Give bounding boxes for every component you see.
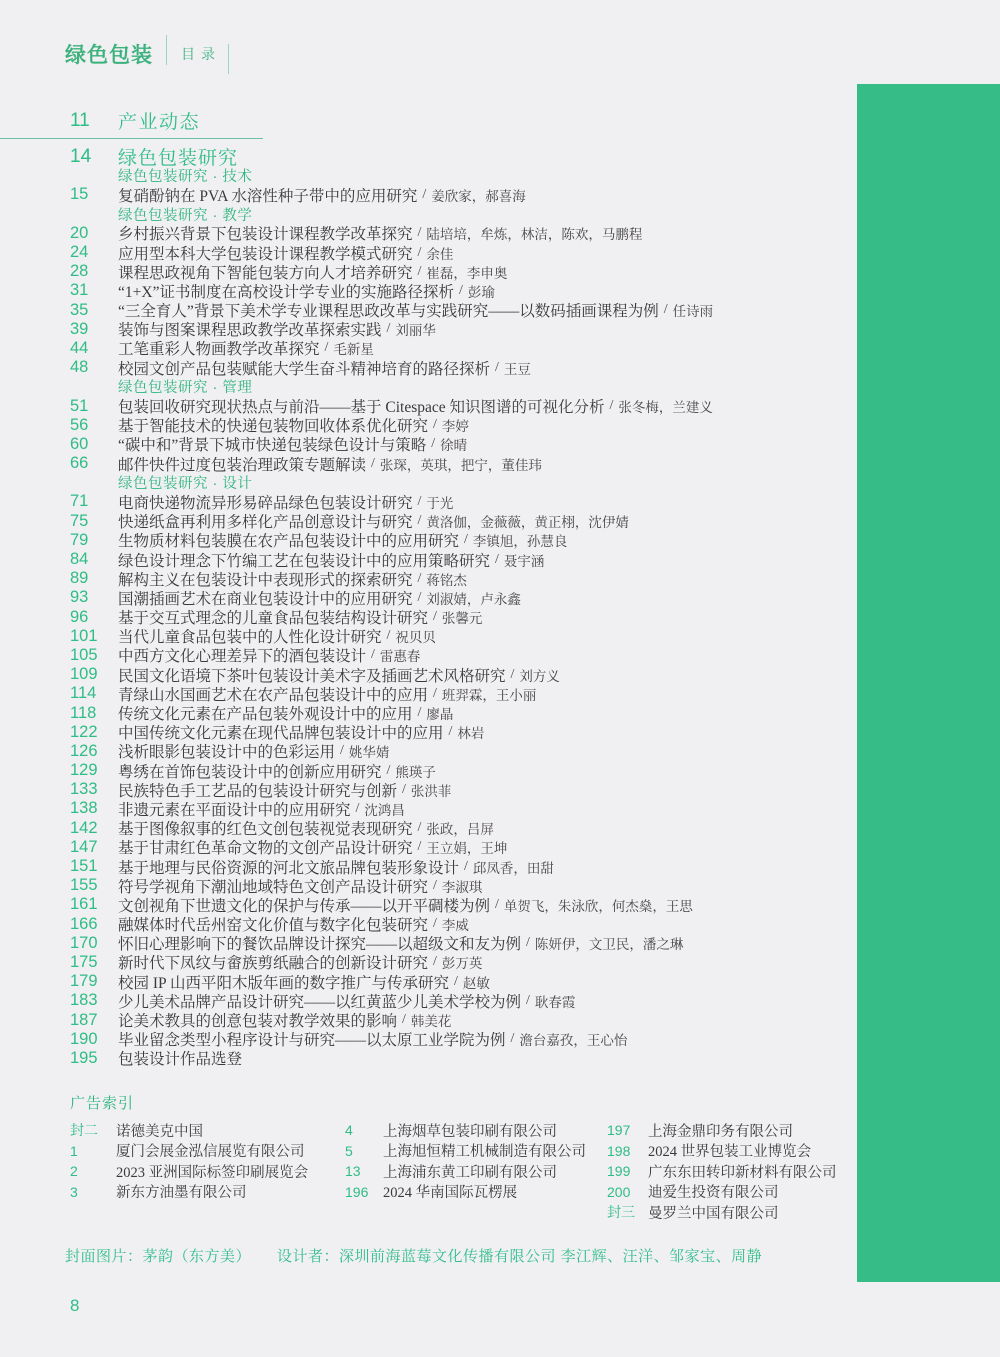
toc-entry-authors: 单贺飞，朱泳欣，何杰燊，王思 — [503, 898, 693, 914]
ad-index-entry — [70, 1182, 308, 1203]
toc-entry-title: 文创视角下世遗文化的保护与传承——以开平碉楼为例 — [118, 897, 491, 915]
toc-entry-separator: / — [422, 186, 427, 202]
toc-entry-authors: 李淑琪 — [441, 879, 483, 895]
toc-entry — [70, 396, 860, 415]
toc-entry-authors: 彭万英 — [441, 956, 483, 972]
toc-entry — [70, 492, 860, 511]
toc-entry-title: 邮件快件过度包装治理政策专题解读 — [118, 456, 367, 474]
toc-entry-separator: / — [417, 705, 422, 721]
toc-entry-page-number: 166 — [70, 914, 98, 933]
toc-entry-title: 怀旧心理影响下的餐饮品牌设计探究——以超级文和友为例 — [118, 936, 522, 954]
toc-entry-separator: / — [464, 858, 468, 874]
toc-entry-authors: 黄洛伽，金薇薇，黄正栩，沈伊婧 — [426, 515, 629, 531]
toc-entry — [70, 934, 860, 953]
toc-entry — [70, 1049, 860, 1068]
toc-entry-title: 解构主义在包装设计中表现形式的探索研究 — [118, 571, 413, 589]
ad-entry-page-number: 2 — [70, 1163, 78, 1180]
ad-entry-company-name: 2023 亚洲国际标签印刷展览会 — [116, 1164, 309, 1181]
toc-entry-title: 装饰与图案课程思政教学改革探索实践 — [118, 322, 382, 340]
toc-entry-authors: 张琛，英琪，把宁，董佳玮 — [379, 457, 542, 473]
toc-entry-separator: / — [433, 916, 437, 932]
toc-entry-page-number: 155 — [70, 876, 98, 895]
toc-entry-title: 粤绣在首饰包装设计中的创新应用研究 — [118, 763, 382, 781]
toc-entry-authors: 祝贝贝 — [395, 630, 436, 646]
toc-entry-title: “碳中和”背景下城市快递包装绿色设计与策略 — [118, 437, 427, 455]
toc-entry — [70, 1030, 860, 1049]
toc-entry-page-number: 183 — [70, 991, 98, 1010]
toc-entry-title: 应用型本科大学包装设计课程教学模式研究 — [118, 245, 413, 263]
toc-entry-authors: 雷惠春 — [379, 649, 421, 665]
toc-entry-authors: 班羿霖，王小丽 — [441, 687, 537, 703]
toc-entry — [70, 665, 860, 684]
ad-index-entry — [345, 1182, 586, 1203]
ad-entry-company-name: 厦门会展金泓信展览有限公司 — [116, 1144, 305, 1161]
ad-index-entry — [607, 1120, 837, 1141]
toc-entry-separator: / — [417, 225, 422, 241]
toc-subsection — [70, 473, 860, 492]
toc-entry-authors: 熊瑛子 — [395, 764, 436, 780]
ad-index-entry — [70, 1120, 308, 1141]
toc-entry-page-number: 142 — [70, 818, 98, 837]
toc-subsection — [70, 377, 860, 396]
toc-entry-page-number: 84 — [70, 550, 89, 569]
toc-entry-page-number: 35 — [70, 300, 89, 319]
toc-entry-separator: / — [417, 263, 422, 279]
decorative-green-panel — [857, 84, 1000, 1282]
toc-entry-page-number: 56 — [70, 415, 89, 434]
ad-entry-page-number: 13 — [345, 1163, 361, 1180]
toc-section-industry-news — [70, 107, 200, 134]
page-number: 8 — [70, 1296, 80, 1315]
toc-entry-title: 生物质材料包装膜在农产品包装设计中的应用研究 — [118, 533, 460, 551]
toc-entry — [70, 588, 860, 607]
toc-entry-authors: 刘方义 — [519, 668, 560, 684]
toc-entry-separator: / — [417, 589, 422, 605]
toc-section — [70, 145, 860, 170]
toc-entry-title: 工笔重彩人物画教学改革探究 — [118, 341, 320, 359]
ad-entry-company-name: 2024 世界包装工业博览会 — [648, 1144, 812, 1161]
toc-entry-separator: / — [433, 954, 437, 970]
toc-entry-authors: 余佳 — [426, 246, 454, 262]
designer-credit: 设计者：深圳前海蓝莓文化传播有限公司 李江辉、汪洋、邹家宝、周静 — [277, 1248, 763, 1265]
toc-entry-page-number: 138 — [70, 799, 98, 818]
magazine-logo: 绿色包装 — [65, 44, 153, 67]
toc-section-title: 产业动态 — [118, 112, 201, 133]
toc-entry-page-number: 129 — [70, 761, 98, 780]
toc-entry-separator: / — [458, 282, 463, 298]
toc-entry-authors: 李威 — [441, 918, 469, 934]
toc-entry-title: 基于甘肃红色革命文物的文创产品设计研究 — [118, 840, 413, 858]
ad-entry-page-number: 封二 — [70, 1122, 98, 1139]
toc-entry-separator: / — [340, 743, 344, 759]
toc-entry-authors: 张洪菲 — [410, 783, 452, 799]
toc-entry-page-number: 190 — [70, 1029, 98, 1048]
toc-entry-separator: / — [433, 417, 437, 433]
toc-entry — [70, 723, 860, 742]
toc-entry — [70, 915, 860, 934]
toc-entry-authors: 徐晴 — [440, 438, 468, 454]
page-title: 目录 — [181, 46, 221, 62]
toc-entry-authors: 姜欣家，郝喜海 — [431, 188, 526, 204]
toc-entry-authors: 李婷 — [441, 419, 469, 435]
toc-entry-page-number: 101 — [70, 626, 98, 645]
toc-entry-page-number: 31 — [70, 281, 89, 300]
toc-entry — [70, 857, 860, 876]
toc-entry-title: 符号学视角下潮汕地域特色文创产品设计研究 — [118, 878, 429, 896]
toc-entry — [70, 703, 860, 722]
toc-entry-page-number: 48 — [70, 358, 89, 377]
toc-entry-separator: / — [464, 532, 468, 548]
toc-entry-separator: / — [433, 685, 437, 701]
toc-entry-title: 校园 IP 山西平阳木版年画的数字推广与传承研究 — [118, 974, 449, 992]
toc-entry-separator: / — [386, 628, 391, 644]
toc-entry — [70, 819, 860, 838]
credits-footer — [65, 1245, 762, 1266]
toc-entry-title: 快递纸盒再利用多样化产品创意设计与研究 — [118, 514, 413, 532]
toc-entry-title: 电商快递物流异形易碎品绿色包装设计研究 — [118, 494, 413, 512]
toc-entry-separator: / — [433, 877, 437, 893]
toc-entry-title: 包装设计作品选登 — [118, 1051, 243, 1069]
toc-entry-separator: / — [510, 1031, 515, 1047]
toc-entry-page-number: 151 — [70, 857, 98, 876]
toc-entry — [70, 320, 860, 339]
toc-entry-separator: / — [510, 666, 515, 682]
ad-entry-company-name: 迪爱生投资有限公司 — [648, 1185, 779, 1202]
ad-entry-page-number: 5 — [345, 1142, 353, 1159]
toc-entry — [70, 224, 860, 243]
toc-entry-separator: / — [402, 781, 406, 797]
toc-entry-page-number: 75 — [70, 511, 89, 530]
toc-entry-page-number: 79 — [70, 530, 89, 549]
toc-entry-title: 基于图像叙事的红色文创包装视觉表现研究 — [118, 821, 413, 839]
ad-entry-page-number: 200 — [607, 1183, 631, 1200]
toc-entry-separator: / — [417, 513, 422, 529]
toc-entry-title: 包装回收研究现状热点与前沿——基于 Citespace 知识图谱的可视化分析 — [118, 399, 605, 417]
toc-entry-title: 基于地理与民俗资源的河北文旅品牌包装形象设计 — [118, 859, 460, 877]
toc-entry-title: 少儿美术品牌产品设计研究——以红黄蓝少儿美术学校为例 — [118, 993, 522, 1011]
ad-entry-page-number: 4 — [345, 1122, 353, 1139]
toc-entry-page-number: 14 — [70, 145, 92, 167]
toc-entry-title: 浅析眼影包装设计中的色彩运用 — [118, 744, 336, 762]
toc-entry-authors: 王豆 — [503, 361, 531, 377]
toc-entry-authors: 彭瑜 — [467, 284, 495, 300]
toc-entry-title: 中西方文化心理差异下的酒包装设计 — [118, 648, 367, 666]
toc-entry-title: 复硝酚钠在 PVA 水溶性种子带中的应用研究 — [118, 187, 418, 205]
toc-entry-title: 当代儿童食品包装中的人性化设计研究 — [118, 629, 382, 647]
toc-entry-separator: / — [453, 973, 458, 989]
toc-entry-authors: 崔磊，李申奥 — [426, 265, 508, 281]
ad-entry-page-number: 1 — [70, 1142, 78, 1159]
toc-entry — [70, 358, 860, 377]
toc-entry-title: 民族特色手工艺品的包装设计研究与创新 — [118, 782, 398, 800]
toc-entry-page-number: 187 — [70, 1010, 98, 1029]
toc-entry-page-number: 133 — [70, 780, 98, 799]
toc-entry-page-number: 109 — [70, 665, 98, 684]
toc-entry — [70, 262, 860, 281]
toc-entry-authors: 任诗雨 — [672, 304, 714, 320]
toc-entry-authors: 沈鸿昌 — [364, 802, 405, 818]
toc-entry-authors: 蒋铭杰 — [426, 572, 467, 588]
toc-entry-authors: 澹台嘉孜，王心怡 — [519, 1033, 628, 1049]
toc-entry-title: 新时代下凤纹与畲族剪纸融合的创新设计研究 — [118, 955, 429, 973]
toc-entry-title: 校园文创产品包装赋能大学生奋斗精神培育的路径探析 — [118, 360, 491, 378]
toc-entry-title: 绿色包装研究 — [118, 148, 239, 170]
ad-index-entry — [607, 1141, 837, 1162]
ad-entry-page-number: 封三 — [607, 1204, 635, 1221]
toc-entry — [70, 243, 860, 262]
toc-entry-separator: / — [495, 551, 499, 567]
toc-entry-separator: / — [526, 992, 530, 1008]
toc-entry-authors: 王立娟，王坤 — [426, 841, 508, 857]
toc-entry-authors: 张政，吕屏 — [426, 822, 494, 838]
toc-section-number: 11 — [70, 109, 90, 131]
toc-entry-authors: 邱凤香，田甜 — [472, 860, 554, 876]
toc-entry-title: 传统文化元素在产品包装外观设计中的应用 — [118, 706, 413, 724]
ad-index-entry — [70, 1161, 308, 1182]
toc-entry-title: 基于智能技术的快递包装物回收体系优化研究 — [118, 418, 429, 436]
toc-entry-authors: 于光 — [426, 495, 454, 511]
toc-entry — [70, 895, 860, 914]
toc-entry — [70, 608, 860, 627]
toc-subsection-label: 绿色包装研究 · 技术 — [118, 169, 253, 186]
toc-entry-title: 基于交互式理念的儿童食品包装结构设计研究 — [118, 610, 429, 628]
section-divider-line — [0, 138, 263, 139]
toc-entry-separator: / — [431, 436, 436, 452]
ad-entry-company-name: 上海浦东黄工印刷有限公司 — [383, 1164, 557, 1181]
toc-entry-title: 国潮插画艺术在商业包装设计中的应用研究 — [118, 590, 413, 608]
toc-entry-title: 绿色设计理念下竹编工艺在包装设计中的应用策略研究 — [118, 552, 491, 570]
ad-entry-company-name: 上海烟草包装印刷有限公司 — [383, 1123, 557, 1140]
header-divider-left — [166, 35, 167, 65]
toc-entry-page-number: 195 — [70, 1048, 98, 1067]
toc-entry-title: “三全育人”背景下美术学专业课程思政改革与实践研究——以数码插画课程为例 — [118, 303, 659, 321]
toc-entry-title: 毕业留念类型小程序设计与研究——以太原工业学院为例 — [118, 1032, 506, 1050]
toc-entry-separator: / — [417, 820, 422, 836]
toc-entry-separator: / — [355, 800, 360, 816]
toc-entry-separator: / — [663, 302, 668, 318]
toc-entry-page-number: 175 — [70, 952, 98, 971]
toc-list — [70, 147, 860, 1068]
toc-entry-title: 课程思政视角下智能包装方向人才培养研究 — [118, 264, 413, 282]
ad-index-title: 广告索引 — [70, 1095, 135, 1112]
toc-entry-page-number: 28 — [70, 262, 89, 281]
ad-index-column — [607, 1120, 837, 1223]
ad-entry-company-name: 新东方油墨有限公司 — [116, 1185, 247, 1202]
ad-entry-page-number: 198 — [607, 1142, 631, 1159]
toc-entry-page-number: 44 — [70, 338, 89, 357]
toc-entry-page-number: 170 — [70, 933, 98, 952]
ad-entry-page-number: 3 — [70, 1183, 78, 1200]
toc-entry — [70, 838, 860, 857]
toc-entry-separator: / — [324, 340, 329, 356]
ad-index-entry — [607, 1161, 837, 1182]
toc-entry — [70, 742, 860, 761]
toc-subsection-label: 绿色包装研究 · 管理 — [118, 380, 253, 397]
toc-entry — [70, 416, 860, 435]
toc-entry-page-number: 114 — [70, 684, 97, 703]
toc-entry-page-number: 20 — [70, 223, 89, 242]
toc-subsection — [70, 166, 860, 185]
toc-entry — [70, 876, 860, 895]
toc-entry-authors: 李镇旭，孙慧良 — [472, 534, 568, 550]
toc-entry-title: 民国文化语境下茶叶包装设计美术字及插画艺术风格研究 — [118, 667, 506, 685]
toc-entry-authors: 廖晶 — [426, 707, 454, 723]
ad-index-entry — [607, 1202, 837, 1223]
cover-credit: 封面图片：茅韵（东方美） — [65, 1248, 252, 1265]
toc-entry — [70, 569, 860, 588]
toc-entry-title: 中国传统文化元素在现代品牌包装设计中的应用 — [118, 725, 444, 743]
ad-entry-company-name: 广东东田转印新材料有限公司 — [648, 1164, 837, 1181]
toc-entry-separator: / — [495, 359, 499, 375]
toc-entry-page-number: 60 — [70, 434, 89, 453]
ad-index-entry — [345, 1120, 586, 1141]
ad-entry-company-name: 上海旭恒精工机械制造有限公司 — [383, 1144, 586, 1161]
ad-index-entry — [607, 1182, 837, 1203]
toc-entry — [70, 301, 860, 320]
toc-entry — [70, 972, 860, 991]
toc-entry — [70, 684, 860, 703]
toc-entry-separator: / — [371, 647, 375, 663]
ad-entry-company-name: 上海金鼎印务有限公司 — [648, 1123, 793, 1140]
toc-entry-separator: / — [402, 1012, 406, 1028]
toc-entry-separator: / — [448, 724, 453, 740]
ad-index-column — [70, 1120, 308, 1202]
toc-entry-separator: / — [417, 244, 422, 260]
toc-entry-separator: / — [526, 935, 530, 951]
toc-entry-title: 融媒体时代岳州窑文化价值与数字化包装研究 — [118, 917, 429, 935]
toc-entry-separator: / — [417, 570, 422, 586]
toc-entry-separator: / — [371, 455, 375, 471]
toc-entry-authors: 姚华婧 — [348, 745, 390, 761]
ad-entry-page-number: 199 — [607, 1163, 631, 1180]
ad-entry-page-number: 196 — [345, 1183, 369, 1200]
toc-entry-authors: 林岩 — [457, 726, 485, 742]
toc-entry-separator: / — [609, 398, 614, 414]
ad-entry-company-name: 诺德美克中国 — [116, 1123, 203, 1140]
toc-entry — [70, 646, 860, 665]
toc-entry — [70, 454, 860, 473]
header-divider-right — [228, 44, 229, 74]
toc-subsection — [70, 205, 860, 224]
toc-entry-page-number: 96 — [70, 607, 89, 626]
toc-entry-page-number: 118 — [70, 703, 97, 722]
ad-index-entry — [345, 1161, 586, 1182]
toc-entry-page-number: 161 — [70, 895, 98, 914]
toc-entry — [70, 761, 860, 780]
toc-entry-page-number: 15 — [70, 185, 89, 204]
toc-entry-separator: / — [433, 609, 437, 625]
toc-subsection-label: 绿色包装研究 · 教学 — [118, 207, 253, 224]
toc-entry — [70, 799, 860, 818]
toc-entry — [70, 339, 860, 358]
toc-entry — [70, 435, 860, 454]
toc-entry-page-number: 39 — [70, 319, 89, 338]
ad-index-entry — [70, 1141, 308, 1162]
toc-entry-page-number: 147 — [70, 837, 98, 856]
toc-entry — [70, 185, 860, 204]
toc-entry-separator: / — [417, 839, 422, 855]
toc-entry-page-number: 51 — [70, 396, 89, 415]
toc-entry-separator: / — [386, 321, 391, 337]
toc-entry-authors: 毛新星 — [333, 342, 374, 358]
toc-entry-page-number: 24 — [70, 243, 89, 262]
toc-entry-authors: 陈妍伊，文卫民，潘之琳 — [534, 937, 684, 953]
toc-entry-page-number: 126 — [70, 741, 98, 760]
toc-entry-authors: 耿春霞 — [534, 994, 576, 1010]
toc-entry-separator: / — [495, 896, 499, 912]
toc-entry-page-number: 93 — [70, 588, 89, 607]
toc-entry-title: 论美术教具的创意包装对教学效果的影响 — [118, 1013, 398, 1031]
toc-entry-authors: 赵敏 — [462, 975, 490, 991]
toc-entry-page-number: 105 — [70, 645, 98, 664]
toc-entry — [70, 531, 860, 550]
ad-index — [70, 1092, 860, 1242]
ad-entry-page-number: 197 — [607, 1122, 631, 1139]
toc-entry-title: “1+X”证书制度在高校设计学专业的实施路径探析 — [118, 283, 454, 301]
ad-index-column — [345, 1120, 586, 1202]
toc-entry-separator: / — [417, 493, 422, 509]
ad-index-entry — [345, 1141, 586, 1162]
toc-entry-title: 非遗元素在平面设计中的应用研究 — [118, 801, 351, 819]
toc-entry — [70, 780, 860, 799]
toc-entry-authors: 韩美花 — [410, 1014, 452, 1030]
toc-entry-authors: 张冬梅，兰建义 — [618, 400, 713, 416]
toc-entry — [70, 281, 860, 300]
toc-entry-title: 乡村振兴背景下包装设计课程教学改革探究 — [118, 226, 413, 244]
toc-entry — [70, 991, 860, 1010]
ad-entry-company-name: 2024 华南国际瓦楞展 — [383, 1185, 518, 1202]
toc-entry-page-number: 89 — [70, 569, 89, 588]
page-header — [65, 36, 229, 72]
toc-entry-page-number: 66 — [70, 454, 89, 473]
ad-entry-company-name: 曼罗兰中国有限公司 — [648, 1205, 779, 1222]
toc-entry-page-number: 179 — [70, 972, 98, 991]
toc-entry-authors: 陆培培，牟炼，林洁，陈欢，马鹏程 — [426, 227, 643, 243]
toc-entry — [70, 512, 860, 531]
toc-subsection-label: 绿色包装研究 · 设计 — [118, 476, 253, 493]
toc-entry-authors: 张馨元 — [441, 611, 483, 627]
toc-entry-authors: 刘淑婧，卢永鑫 — [426, 591, 521, 607]
toc-entry — [70, 550, 860, 569]
toc-entry-page-number: 122 — [70, 722, 98, 741]
toc-entry — [70, 627, 860, 646]
toc-entry-separator: / — [386, 762, 391, 778]
toc-entry-page-number: 71 — [70, 492, 89, 511]
toc-entry-title: 青绿山水国画艺术在农产品包装设计中的应用 — [118, 686, 429, 704]
toc-entry — [70, 953, 860, 972]
toc-entry-authors: 刘丽华 — [395, 323, 436, 339]
toc-entry — [70, 1010, 860, 1029]
toc-entry-authors: 聂宇涵 — [503, 553, 545, 569]
